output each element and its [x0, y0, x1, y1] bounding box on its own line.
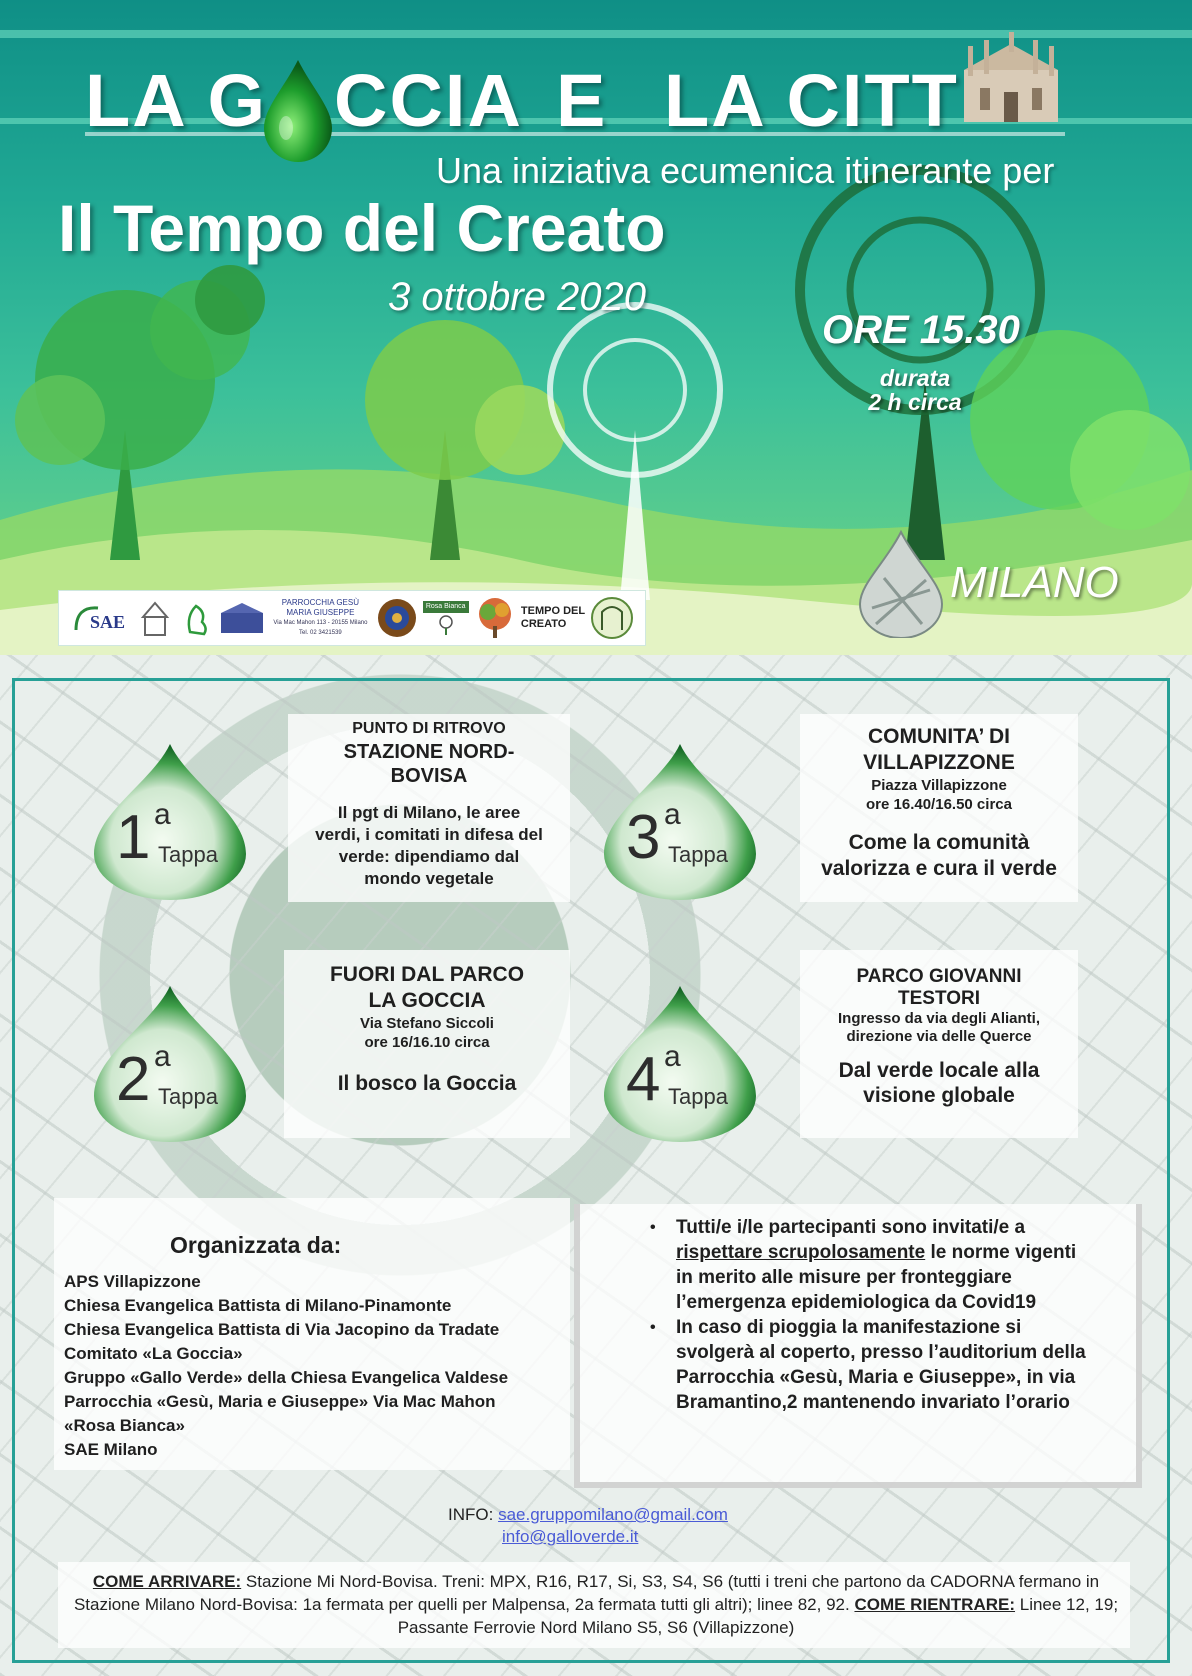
organizer-item: APS Villapizzone [64, 1272, 201, 1291]
arrive-label: COME ARRIVARE: [92, 1572, 242, 1591]
stage-1-desc-line-3: verde: dipendiamo dal [338, 847, 520, 866]
stage-1-drop [90, 742, 250, 942]
stage-2-desc: Il bosco la Goccia [337, 1072, 517, 1095]
event-date: 3 ottobre 2020 [388, 275, 646, 319]
email-link-sae[interactable]: sae.gruppomilano@gmail.com [498, 1505, 728, 1524]
stage-4-address-line-1: Ingresso da via degli Alianti, [838, 1010, 1040, 1027]
stage-3-sup: a [664, 798, 681, 831]
stage-4-heading-line-2: TESTORI [898, 988, 980, 1009]
rule-item-2: • In caso di pioggia la manifestazione si svolgerà al coperto, presso l’auditorium della Parrocchia «Gesù, Maria e Giuseppe», in via Bramantino,2 mantenendo invariato l’orario [650, 1315, 1090, 1415]
organizer-item: Comitato «La Goccia» [64, 1344, 243, 1363]
parrocchia-tel: Tel. 02 3421539 [299, 630, 342, 636]
stage-3-desc-line-1: Come la comunità [848, 831, 1030, 854]
parrocchia-address: Via Mac Mahon 113 - 20155 Milano [273, 620, 368, 626]
organizer-item: Chiesa Evangelica Battista di Milano-Pinamonte [64, 1296, 452, 1315]
subtitle: Una iniziativa ecumenica itinerante per [436, 150, 1055, 191]
stage-2-heading-line-1: FUORI DAL PARCO [329, 963, 525, 986]
tempo-logo-line-1: TEMPO DEL [520, 605, 586, 617]
stage-4-sup: a [664, 1040, 681, 1073]
church-icon [135, 597, 175, 639]
gasometer-icon [590, 596, 634, 640]
title-part-3: E [556, 59, 608, 142]
stage-4-text [800, 966, 1078, 1108]
title-part-2: CCIA [334, 59, 523, 142]
rosette-icon [376, 597, 418, 639]
stage-2-drop [90, 984, 250, 1184]
organizer-item: SAE Milano [64, 1440, 158, 1459]
stage-4-heading-line-1: PARCO GIOVANNI [856, 966, 1022, 987]
stage-2-sup: a [154, 1040, 171, 1073]
tempo-del-creato-logo [521, 605, 585, 631]
return-text: Linee 12, 19; Passante Ferrovie Nord Milano S5, S6 (Villapizzone) [397, 1595, 1119, 1637]
stage-3-heading-line-1: COMUNITA’ DI [868, 725, 1010, 748]
stage-3-address: Piazza Villapizzone [871, 777, 1007, 794]
organizers-title: Organizzata da: [170, 1232, 342, 1258]
stage-2-address: Via Stefano Siccoli [360, 1015, 494, 1032]
rosa-bianca-logo [423, 601, 469, 635]
stage-3-text [800, 724, 1078, 882]
title-part-4: LA CITT [664, 59, 959, 142]
stage-1-heading-line-2: BOVISA [390, 765, 468, 787]
event-duration [840, 366, 990, 414]
stage-2-heading-line-2: LA GOCCIA [368, 989, 486, 1012]
ornament-logo [376, 597, 418, 639]
parrocchia-building-logo [219, 601, 265, 635]
parrocchia-logo [270, 598, 370, 638]
svg-text:SAE: SAE [89, 612, 125, 632]
rosa-bianca-label: Rosa Bianca [423, 601, 469, 613]
return-label: COME RIENTRARE: [854, 1595, 1016, 1614]
stage-3-time: ore 16.40/16.50 circa [866, 796, 1012, 813]
chiesa-logo [135, 597, 175, 639]
stage-1-desc-line-1: Il pgt di Milano, le aree [337, 803, 521, 822]
duration-line-2: 2 h circa [868, 389, 962, 415]
transport-info [66, 1570, 1126, 1639]
stage-1-number: 1 [116, 803, 151, 872]
duration-line-1: durata [879, 365, 951, 391]
stage-1-heading-line-1: STAZIONE NORD- [343, 741, 515, 763]
arrive-text: Stazione Mi Nord-Bovisa. Treni: MPX, R16, R17, Si, S3, S4, S6 (tutti i treni che partono da CADORNA fermano in Stazione Milano Nord-Bovisa: 1a fermata per quelli per Malpensa, 2a fermata tutti gli altri); linee 82, 92. [73, 1572, 1100, 1614]
title-part-1: LA G [85, 59, 268, 142]
parrocchia-name: PARROCCHIA GESÙ MARIA GIUSEPPE [281, 598, 359, 617]
stage-4-number: 4 [626, 1045, 661, 1114]
stage-2-label: Tappa [158, 1084, 218, 1109]
sae-logo [70, 598, 130, 638]
stage-4-address-line-2: direzione via delle Querce [846, 1028, 1032, 1045]
stage-3-drop [600, 742, 760, 942]
stage-1-label: Tappa [158, 842, 218, 867]
organizer-item: Parrocchia «Gesù, Maria e Giuseppe» Via Mac Mahon [64, 1392, 496, 1411]
tempo-logo-line-2: CREATO [520, 618, 567, 630]
rules-list [650, 1215, 1090, 1415]
rule-1-underlined: rispettare scrupolosamente [676, 1242, 926, 1263]
info-label: INFO: [448, 1505, 499, 1524]
header-banner [0, 0, 1192, 655]
water-drop-icon [262, 58, 334, 162]
tree-logo [474, 596, 516, 640]
stage-1-sup: a [154, 798, 171, 831]
event-time: ORE 15.30 [822, 308, 1020, 352]
rule-item-1 [650, 1215, 1090, 1315]
stage-1-text [288, 720, 570, 890]
stage-1-heading-small: PUNTO DI RITROVO [352, 720, 506, 737]
rule-1-text-b: le norme vigenti in merito alle misure per fronteggiare l’emergenza epidemiologica da Covid19 [676, 1242, 1077, 1313]
stage-3-number: 3 [626, 803, 661, 872]
gasometer-logo [590, 596, 634, 640]
stage-4-desc-line-1: Dal verde locale alla [838, 1059, 1040, 1082]
stage-3-heading-line-2: VILLAPIZZONE [863, 751, 1015, 774]
rule-1-text-a: Tutti/e i/le partecipanti sono invitati/e a [676, 1217, 1026, 1238]
stage-2-number: 2 [116, 1045, 151, 1114]
stage-4-desc-line-2: visione globale [863, 1084, 1015, 1107]
rooster-icon [180, 598, 214, 638]
milan-cathedral-icon [958, 30, 1064, 122]
stage-4-label: Tappa [668, 1084, 728, 1109]
stage-2-text [284, 962, 570, 1096]
milano-map-drop-icon [856, 528, 946, 638]
organizer-item: «Rosa Bianca» [64, 1416, 185, 1435]
stage-2-time: ore 16/16.10 circa [364, 1034, 490, 1051]
email-link-galloverde[interactable]: info@galloverde.it [502, 1527, 639, 1546]
organizer-item: Gruppo «Gallo Verde» della Chiesa Evangelica Valdese [64, 1368, 509, 1387]
tree-icon [474, 596, 516, 640]
stage-1-desc-line-4: mondo vegetale [364, 869, 494, 888]
contact-info [448, 1504, 728, 1548]
stage-4-drop [600, 984, 760, 1184]
organizer-item: Chiesa Evangelica Battista di Via Jacopino da Tradate [64, 1320, 500, 1339]
partner-logos [58, 590, 646, 646]
stage-3-label: Tappa [668, 842, 728, 867]
city-name: MILANO [950, 558, 1119, 607]
event-title: Il Tempo del Creato [58, 191, 666, 265]
gallo-verde-logo [180, 598, 214, 638]
building-icon [219, 601, 265, 635]
sae-logo-icon [70, 598, 130, 638]
organizers-list [64, 1270, 508, 1462]
stage-3-desc-line-2: valorizza e cura il verde [821, 857, 1057, 880]
rose-icon [433, 613, 459, 635]
stage-1-desc-line-2: verdi, i comitati in difesa del [315, 825, 543, 844]
